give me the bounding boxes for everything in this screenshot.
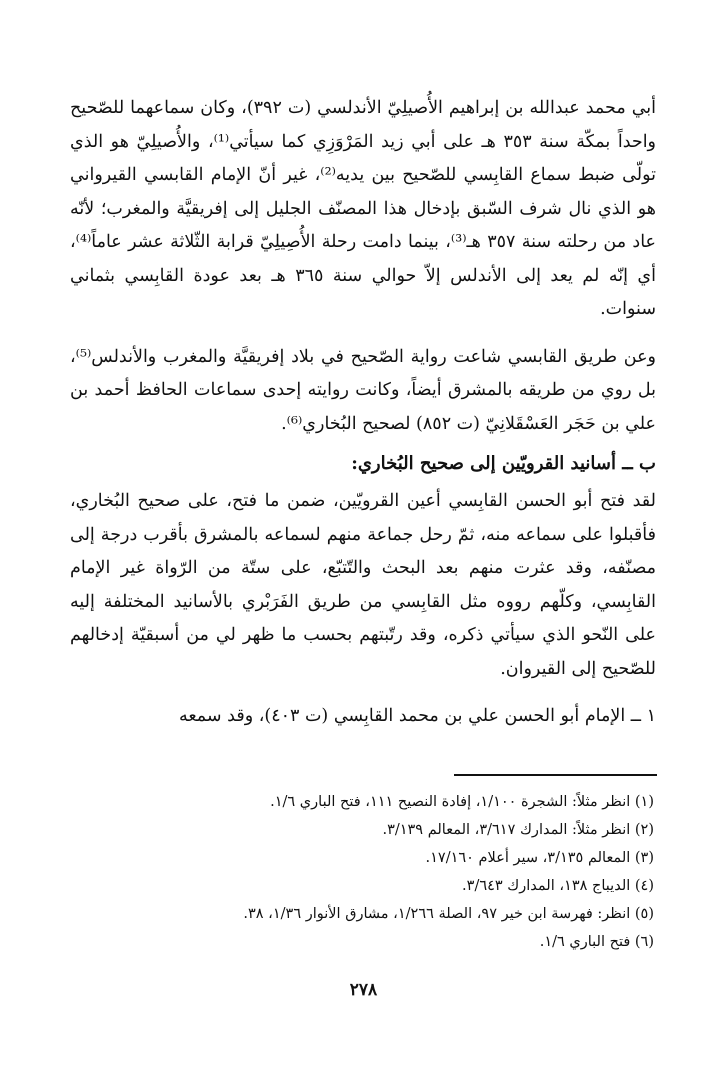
footnote-3: (٣) المعالم ٣/١٣٥، سير أعلام ١٧/١٦٠.	[425, 850, 654, 866]
main-text	[70, 92, 656, 734]
paragraph-1: أبي محمد عبدالله بن إبراهيم الأُصيلِيّ الأندلسي (ت ٣٩٢)، وكان سماعهما للصّحيح واحداً بمكّة سنة ٣٥٣ هـ على أبي زيد المَرْوَزِي كما سيأتي⁽¹⁾، والأُصيلِيّ هو الذي تولّى ضبط سماع القابِسي للصّحيح بين يديه⁽²⁾، غير أنّ الإمام القابسي القيرواني هو الذي نال شرف السّبق بإدخال هذا المصنّف الجليل إلى إفريقيَّة والمغرب؛ لأنّه عاد من رحلته سنة ٣٥٧ هـ⁽³⁾، بينما دامت رحلة الأُصِيلِيّ قرابة الثّلاثة عشر عاماً⁽⁴⁾، أي إنّه لم يعد إلى الأندلس إلاّ حوالي سنة ٣٦٥ هـ بعد عودة القابِسي بثماني سنوات.	[70, 98, 657, 319]
footnote-6: (٦) فتح الباري ١/٦.	[539, 934, 654, 950]
paragraph-2: وعن طريق القابسي شاعت رواية الصّحيح في بلاد إفريقيَّة والمغرب والأندلس⁽⁵⁾، بل روي من طريقه بالمشرق أيضاً، وكانت روايته إحدى سماعات الحافظ أحمد بن علي بن حَجَر العَسْقَلانِيّ (ت ٨٥٢) لصحيح البُخاري⁽⁶⁾.	[70, 346, 656, 434]
footnote-5: (٥) انظر: فهرسة ابن خير ٩٧، الصلة ١/٢٦٦، مشارق الأنوار ١/٣٦، ٣٨.	[243, 906, 654, 922]
footnotes-list	[80, 788, 654, 956]
list-item-1: ١ ــ الإمام أبو الحسن علي بن محمد القابِسي (ت ٤٠٣)، وقد سمعه	[178, 706, 656, 726]
footnote-divider	[454, 774, 657, 776]
footnote-1: (١) انظر مثلاً: الشجرة ١/١٠٠، إفادة النصيح ١١١، فتح الباري ١/٦.	[270, 794, 654, 810]
paragraph-3: لقد فتح أبو الحسن القابِسي أعين القرويّين، ضمن ما فتح، على صحيح البُخاري، فأقبلوا على سماعه منه، ثمّ رحل جماعة منهم لسماعه بالمشرق بأقرب درجة إلى مصنّفه، وقد عثرت منهم بعد البحث والتّتبّع، على ستّة من الرّواة غير الإمام القابِسي، وكلّهم رووه مثل القابِسي من طريق الفَرَبْري بالأسانيد المختلفة إليه على النّحو الذي سيأتي ذكره، وقد رتّبتهم بحسب ما ظهر لي من أسبقيّة إدخالهم للصّحيح إلى القيروان.	[70, 491, 656, 679]
footnote-2: (٢) انظر مثلاً: المدارك ٣/٦١٧، المعالم ٣/١٣٩.	[382, 822, 654, 838]
footnote-4: (٤) الديباج ١٣٨، المدارك ٣/٦٤٣.	[462, 878, 654, 894]
page-number: ٢٧٨	[349, 980, 378, 1000]
section-heading: ب ــ أسانيد القرويّين إلى صحيح البُخاري:	[351, 453, 656, 474]
